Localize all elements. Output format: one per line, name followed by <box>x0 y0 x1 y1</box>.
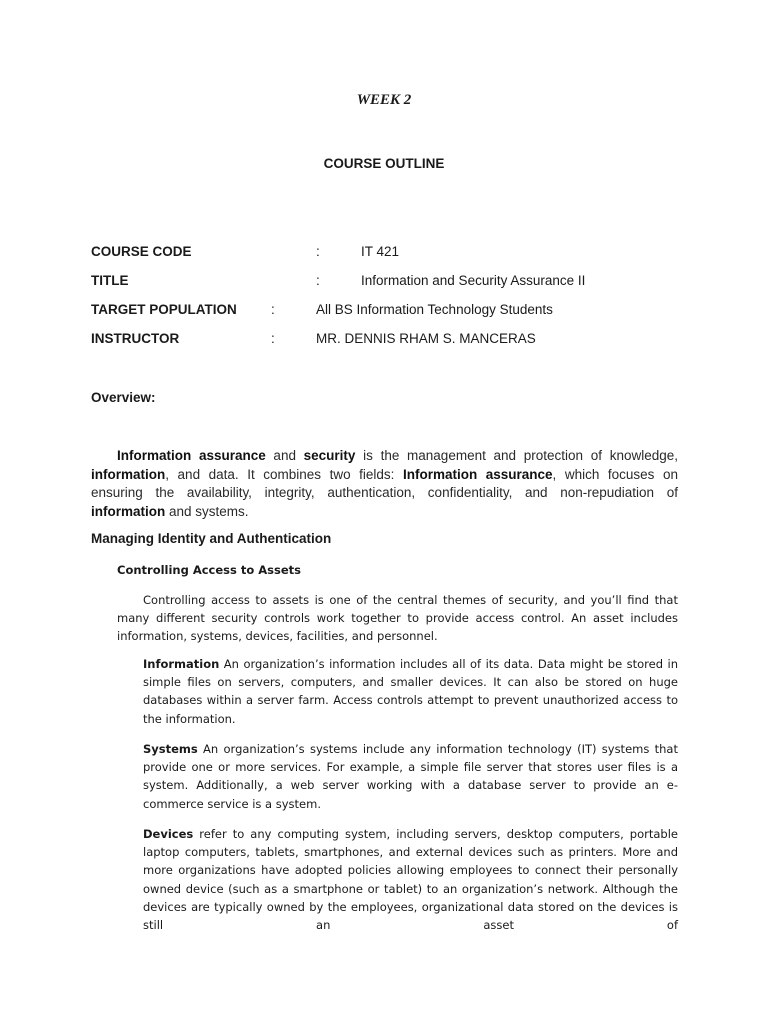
text-run: , which focuses on ensuring the availability, integrity, authentication, confidentiality, and non-repudiation of <box>91 466 679 500</box>
subsection-heading: Controlling Access to Assets <box>117 563 302 577</box>
devices-text: refer to any computing system, including servers, desktop computers, portable laptop computers, tablets, smartphones, and external devices such as printers. More and more organizations have adopted policies allowing employees to connect their personally owned device (such as a smartphone or tablet) to an organization’s network. Although the devices are typically owned by the employees, organizational data stored on the devices is still an asset of <box>143 827 678 933</box>
intro-paragraph <box>117 591 678 646</box>
information-term: Information <box>143 657 220 671</box>
target-population-label: TARGET POPULATION <box>91 302 237 317</box>
title-colon: : <box>316 273 320 288</box>
title-label: TITLE <box>91 273 129 288</box>
title-value: Information and Security Assurance II <box>361 273 586 288</box>
text-run: and systems. <box>165 503 249 519</box>
bold-term: security <box>303 448 356 463</box>
overview-paragraph <box>91 447 678 521</box>
bold-term: information <box>91 503 166 519</box>
text-run: and <box>265 448 304 463</box>
target-population-colon: : <box>271 302 275 317</box>
course-code-label: COURSE CODE <box>91 244 192 259</box>
intro-text: Controlling access to assets is one of the central themes of security, and you’ll find that many different security controls work together to provide access control. An asset includes information, systems, devices, facilities, and personnel. <box>117 593 678 644</box>
information-paragraph <box>143 655 678 728</box>
target-population-value: All BS Information Technology Students <box>316 302 553 317</box>
information-text: An organization’s information includes all of its data. Data might be stored in simple files on servers, computers, and smaller devices. It can also be stored on huge databases within a server farm. Access controls attempt to prevent unauthorized access to the information. <box>143 657 678 726</box>
systems-term: Systems <box>143 742 198 756</box>
course-code-colon: : <box>316 244 320 259</box>
devices-paragraph <box>143 825 678 934</box>
bold-term: Information assurance <box>402 466 553 482</box>
week-label: WEEK 2 <box>356 92 412 108</box>
bold-term: Information assurance <box>117 448 266 463</box>
overview-heading: Overview: <box>91 390 156 405</box>
course-code-value: IT 421 <box>361 244 400 259</box>
bold-term: information <box>91 466 166 482</box>
text-run: , and data. It combines two fields: <box>165 466 403 482</box>
text-run: is the management and protection of knowledge, <box>355 448 678 463</box>
devices-term: Devices <box>143 827 194 841</box>
section-heading: Managing Identity and Authentication <box>91 531 332 546</box>
instructor-colon: : <box>271 331 275 346</box>
instructor-value: MR. DENNIS RHAM S. MANCERAS <box>316 331 536 346</box>
course-outline-title: COURSE OUTLINE <box>323 156 445 171</box>
systems-text: An organization’s systems include any information technology (IT) systems that provide one or more services. For example, a simple file server that stores user files is a system. Additionally, a web server working with a database server to provide an e-commerce service is a system. <box>143 742 678 811</box>
instructor-label: INSTRUCTOR <box>91 331 180 346</box>
systems-paragraph <box>143 740 678 813</box>
